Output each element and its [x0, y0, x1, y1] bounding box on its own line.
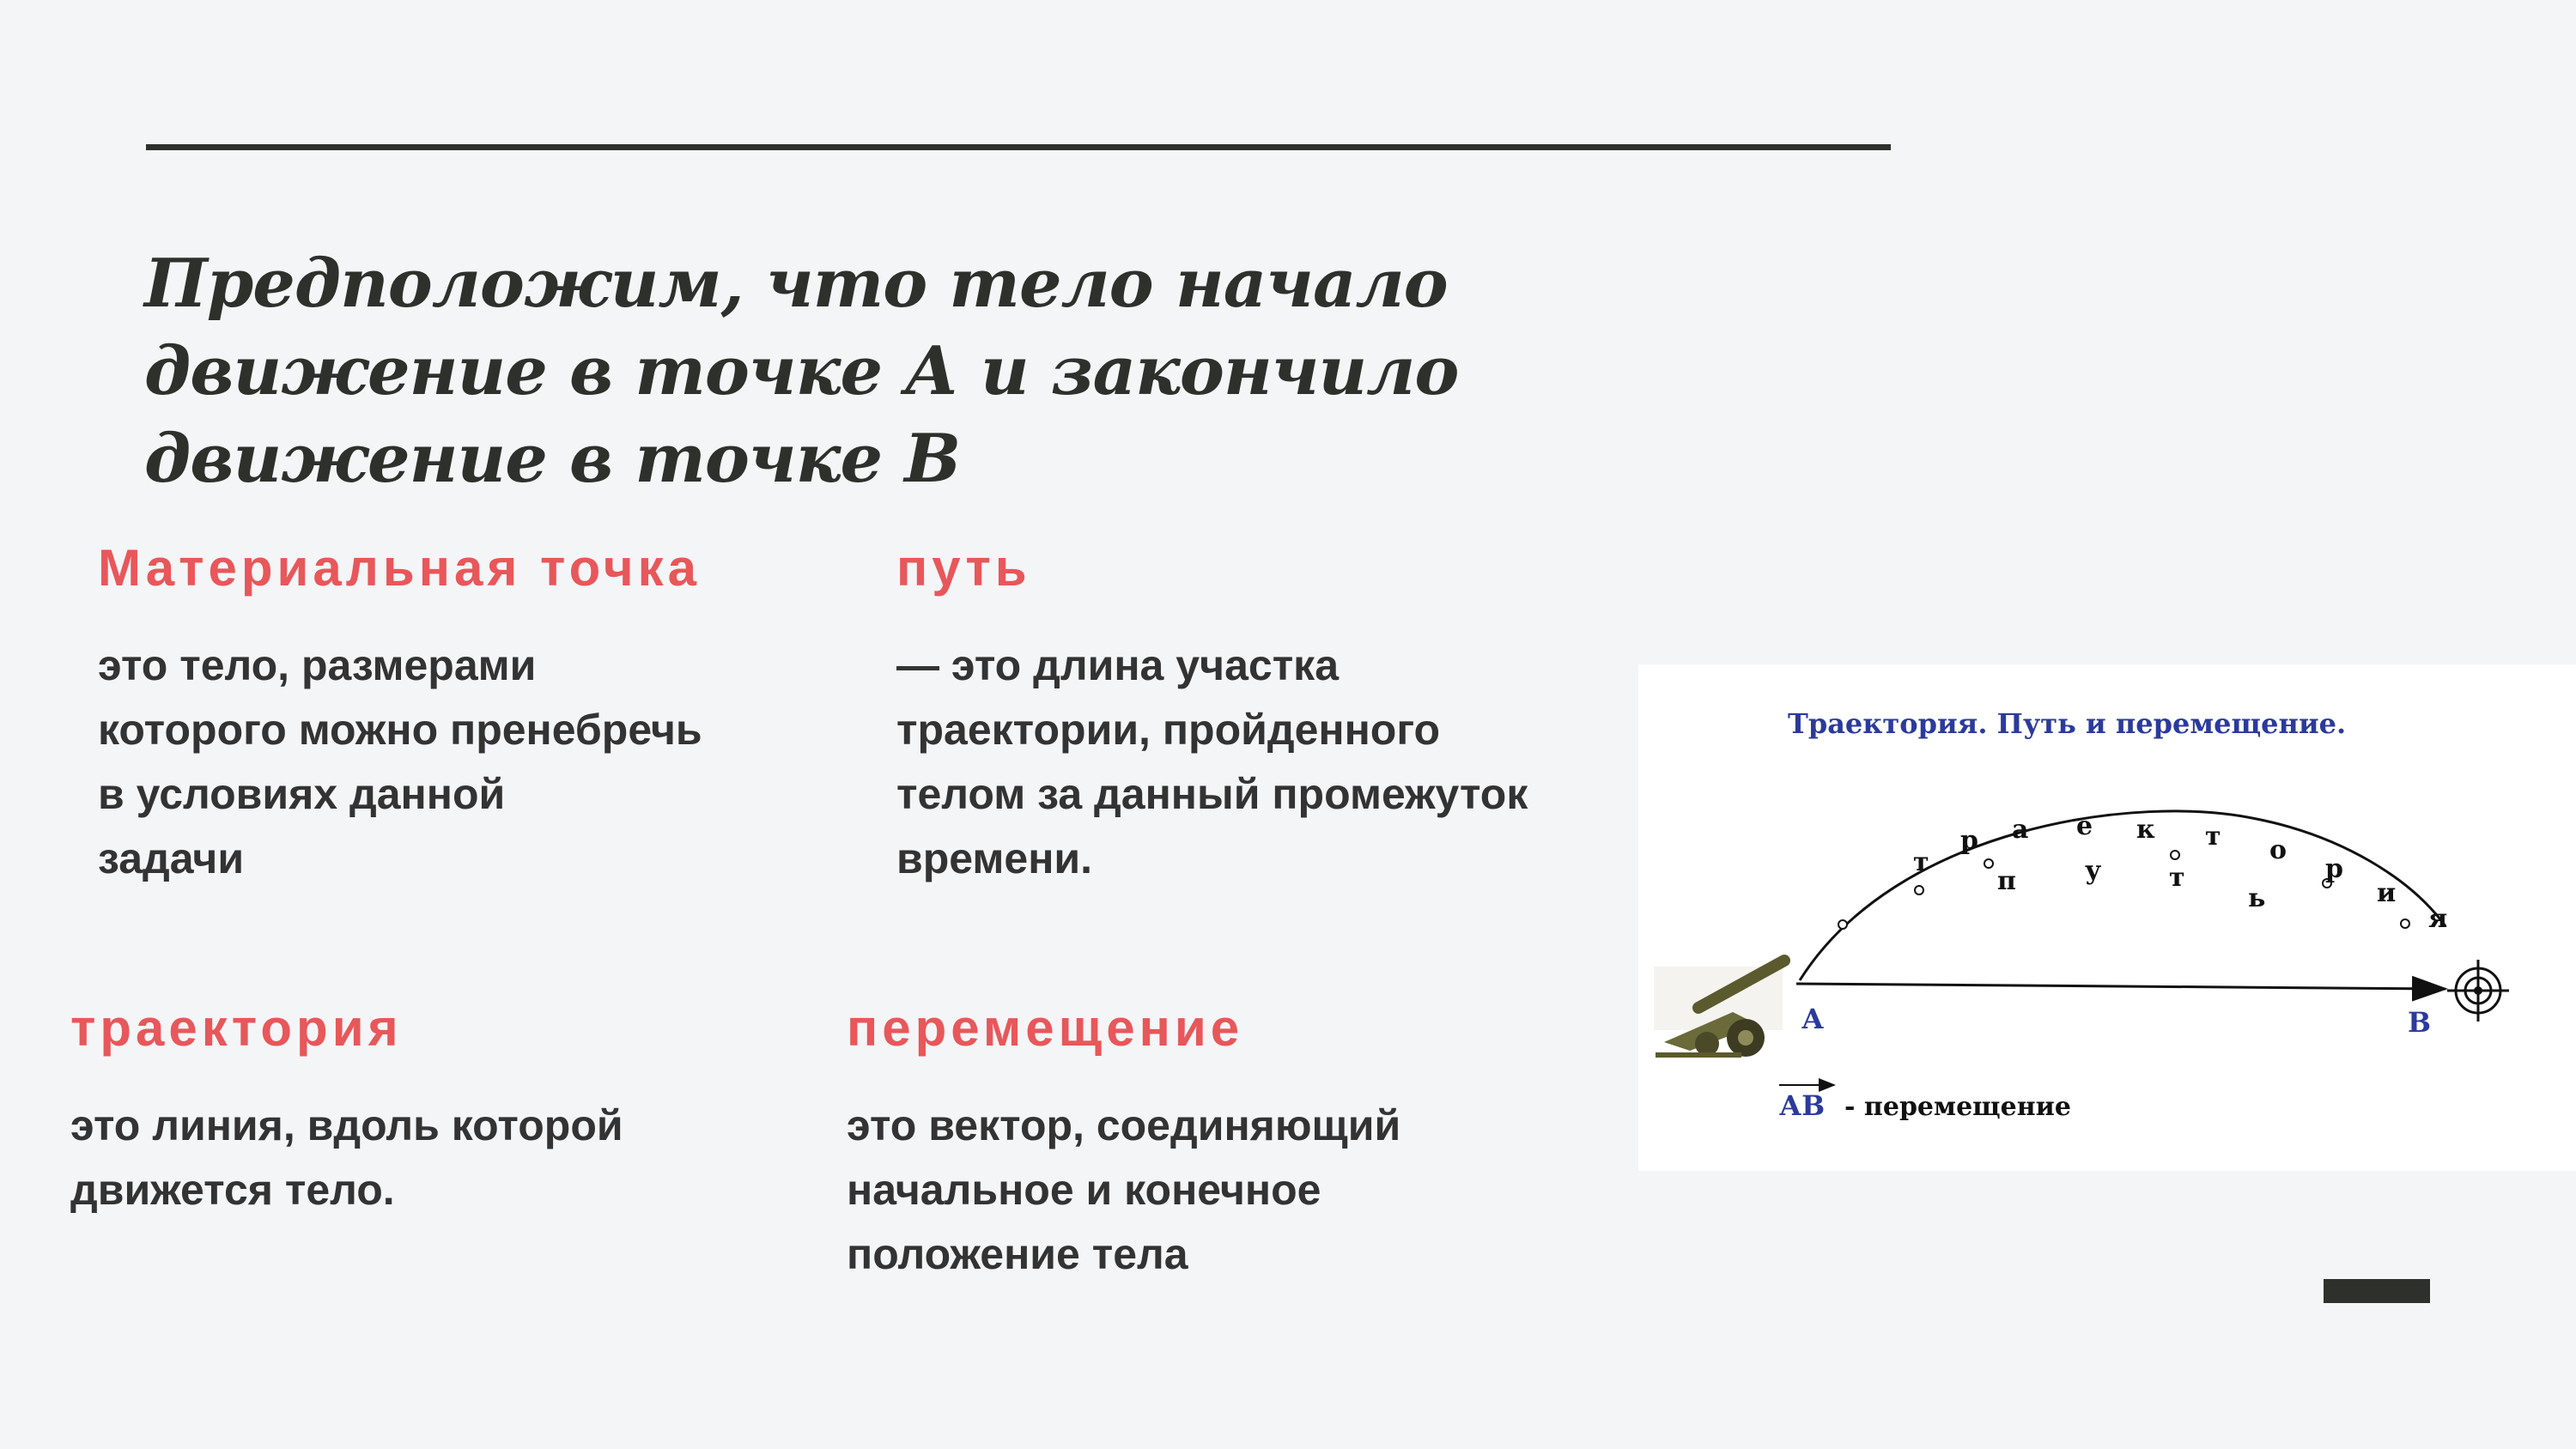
- trajectory-figure: [1638, 664, 2576, 1171]
- trajectory-diagram: [1638, 664, 2576, 1171]
- top-rule: [146, 144, 1891, 150]
- vector-caption: - перемещение: [1844, 1092, 2071, 1122]
- term-body-displacement: это вектор, соединяющий начальное и конечное положение тела: [847, 1101, 1401, 1278]
- trajectory-letter: е: [2076, 811, 2093, 841]
- term-title-material-point: Материальная точка: [98, 539, 702, 597]
- trajectory-letter: т: [1913, 847, 1929, 877]
- term-title-displacement: перемещение: [847, 999, 1244, 1057]
- displacement-vector: [1796, 984, 2445, 989]
- trajectory-letter: а: [2012, 815, 2029, 845]
- trajectory-letter: к: [2136, 815, 2155, 845]
- term-body-path: — это длина участка траектории, пройденного телом за данный промежуток времени.: [896, 641, 1528, 882]
- cannon-icon: [1654, 961, 1784, 1057]
- trajectory-letter: и: [2377, 878, 2397, 908]
- target-icon: [2447, 960, 2509, 1022]
- term-title-path: путь: [896, 539, 1031, 597]
- term-body-material-point: это тело, размерами которого можно пренебречь в условиях данной задачи: [98, 641, 702, 882]
- path-letter: у: [2085, 856, 2102, 886]
- path-letter: ь: [2248, 883, 2266, 913]
- trajectory-curve: [1800, 811, 2448, 980]
- term-body-trajectory: это линия, вдоль которой движется тело.: [70, 1101, 623, 1214]
- corner-bar: [2324, 1279, 2430, 1303]
- path-letter: т: [2169, 863, 2185, 893]
- term-title-trajectory: траектория: [70, 999, 403, 1057]
- point-b-label: В: [2408, 1006, 2432, 1039]
- slide-heading: Предположим, что тело начало движение в точке А и закончило движение в точке В: [144, 245, 1459, 498]
- trajectory-letter: р: [2325, 854, 2343, 884]
- path-word: [1997, 856, 2265, 913]
- path-letter: п: [1997, 866, 2016, 896]
- point-a-label: А: [1801, 1003, 1825, 1035]
- trajectory-letter: я: [2428, 904, 2448, 934]
- vector-label: АВ: [1779, 1089, 1826, 1122]
- trajectory-letter: р: [1960, 826, 1978, 856]
- figure-title: Траектория. Путь и перемещение.: [1788, 707, 2347, 740]
- trajectory-letter: о: [2269, 835, 2287, 865]
- trajectory-letter: т: [2205, 822, 2221, 852]
